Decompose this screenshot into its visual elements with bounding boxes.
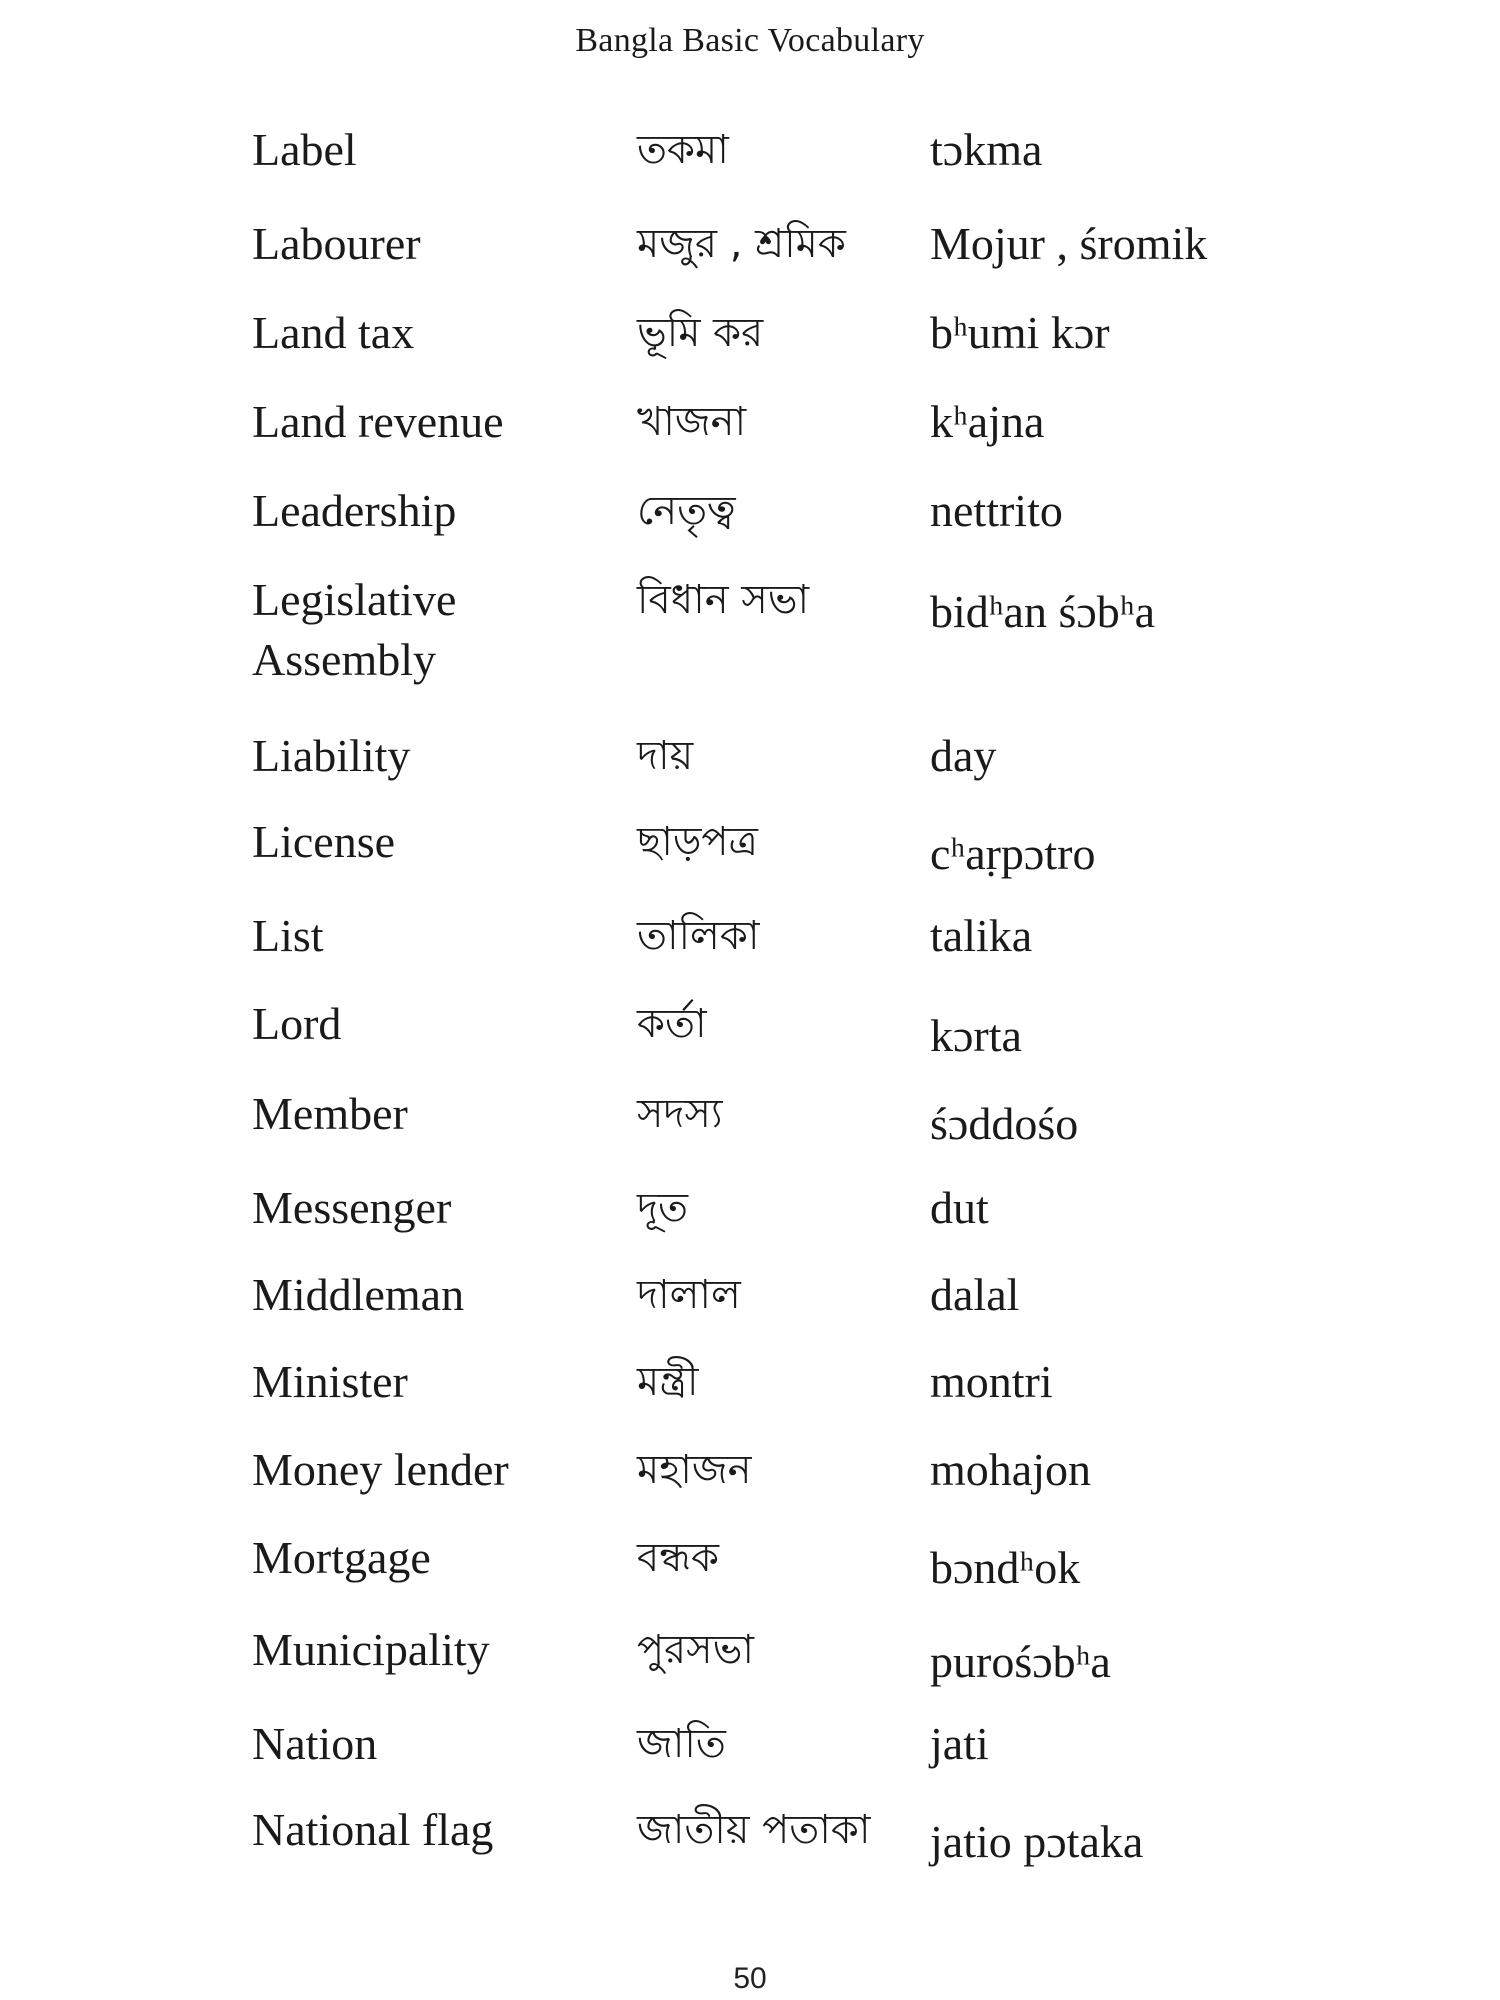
transliteration: purośɔbʰa [930,1636,1111,1687]
bangla-term: বন্ধক [637,1535,719,1581]
transliteration: day [930,730,997,781]
english-term: Labourer [252,218,421,269]
english-term: Land revenue [252,396,504,447]
english-term: Middleman [252,1269,465,1320]
bangla-term: নেতৃত্ব [637,488,736,534]
bangla-term: তকমা [637,127,729,173]
english-term: Liability [252,730,411,781]
transliteration: mohajon [930,1444,1091,1495]
bangla-term: পুরসভা [637,1627,754,1673]
transliteration: śɔddośo [930,1098,1079,1149]
bangla-term: মহাজন [637,1447,752,1493]
transliteration: kʰajna [930,396,1045,447]
english-term: Leadership [252,485,457,536]
bangla-term: মজুর , শ্রমিক [637,221,846,267]
transliteration: kɔrta [930,1010,1022,1061]
english-term: Member [252,1088,408,1139]
bangla-term: তালিকা [637,913,760,959]
transliteration: dut [930,1182,989,1233]
english-term: License [252,816,396,867]
running-header: Bangla Basic Vocabulary [575,22,925,59]
transliteration: montri [930,1356,1053,1407]
bangla-term: দালাল [637,1272,741,1318]
bangla-term: জাতি [637,1721,726,1767]
transliteration: tɔkma [930,124,1043,175]
bangla-term: জাতীয় পতাকা [637,1807,871,1853]
transliteration: nettrito [930,485,1063,536]
english-term: Lord [252,998,342,1049]
english-term: National flag [252,1804,494,1855]
english-term: Label [252,124,357,175]
transliteration: talika [930,910,1033,961]
transliteration: bɔndʰok [930,1542,1081,1593]
english-term: Land tax [252,307,415,358]
bangla-term: মন্ত্রী [637,1359,699,1405]
bangla-term: দায় [637,733,694,779]
transliteration: dalal [930,1269,1020,1320]
english-term: Nation [252,1718,378,1769]
bangla-term: খাজনা [637,399,747,445]
transliteration: bʰumi kɔr [930,307,1110,358]
english-term: Mortgage [252,1532,431,1583]
transliteration: jati [930,1718,989,1769]
transliteration: cʰaṛpɔtro [930,828,1096,879]
transliteration: bidʰan śɔbʰa [930,586,1155,637]
english-term: Money lender [252,1444,509,1495]
transliteration: Mojur , śromik [930,218,1208,269]
bangla-term: সদস্য [637,1091,723,1137]
english-term: Messenger [252,1182,452,1233]
bangla-term: দূত [637,1185,689,1231]
bangla-term: বিধান সভা [637,577,810,623]
transliteration: jatio pɔtaka [930,1816,1144,1867]
english-term: Municipality [252,1624,490,1675]
english-term: Legislative Assembly [252,574,457,685]
bangla-term: কর্তা [637,1001,707,1047]
bangla-term: ছাড়পত্র [637,819,758,865]
page-number: 50 [733,1962,767,1995]
english-term: List [252,910,324,961]
english-term: Minister [252,1356,408,1407]
bangla-term: ভূমি কর [637,310,764,356]
